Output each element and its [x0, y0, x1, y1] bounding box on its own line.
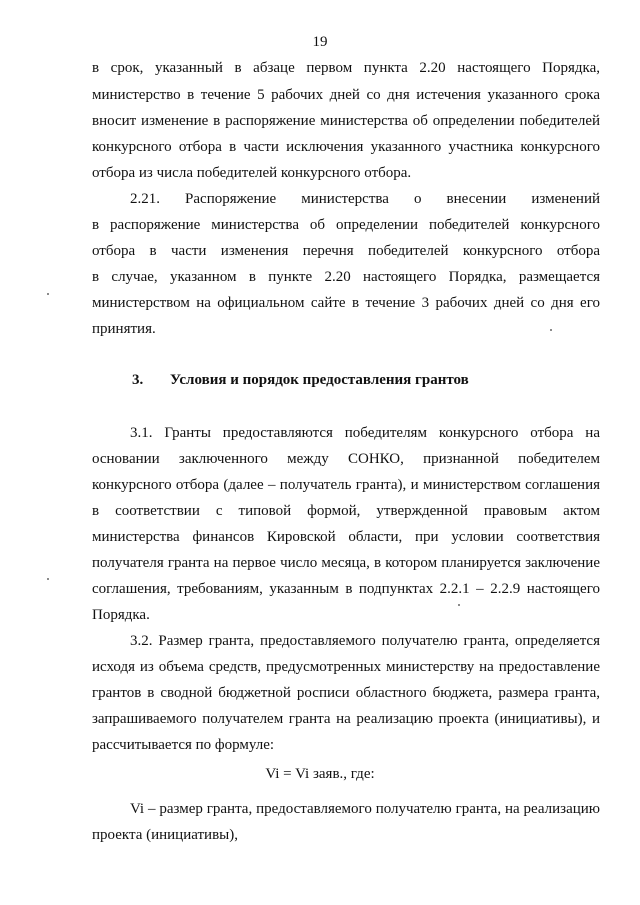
- text-line: исходя из объема средств, предусмотренных министерству на предоставление: [92, 659, 600, 675]
- text-line: проекта (инициативы),: [92, 827, 238, 843]
- text-line: конкурсного отбора (далее – получатель гранта), и министерством соглашения: [92, 477, 600, 493]
- text-line: принятия.: [92, 321, 156, 337]
- text-line: в соответствии с типовой формой, утвержденной правовым актом: [92, 503, 600, 519]
- scan-speck: [550, 329, 552, 331]
- text-line: 3.2. Размер гранта, предоставляемого получателю гранта, определяется: [130, 633, 600, 649]
- text-line: получателя гранта на первое число месяца, в котором планируется заключение: [92, 555, 600, 571]
- text-line: основании заключенного между СОНКО, признанной победителем: [92, 451, 600, 467]
- page-number: 19: [312, 34, 328, 50]
- text-line: отбора в части изменения перечня победителей конкурсного отбора: [92, 243, 600, 259]
- text-line: вносит изменение в распоряжение министерства об определении победителей: [92, 113, 600, 129]
- text-line: грантов в сводной бюджетной росписи областного бюджета, размера гранта,: [92, 685, 600, 701]
- scan-speck: [458, 604, 460, 606]
- scan-speck: [47, 578, 49, 580]
- text-line: отбора из числа победителей конкурсного отбора.: [92, 165, 412, 181]
- text-line: запрашиваемого получателем гранта на реализацию проекта (инициативы), и: [92, 711, 600, 727]
- formula: Vi = Vi заяв., где:: [265, 766, 375, 782]
- text-line: 2.21. Распоряжение министерства о внесении изменений: [130, 191, 600, 207]
- text-line: рассчитывается по формуле:: [92, 737, 275, 753]
- text-line: министерство в течение 5 рабочих дней со дня истечения указанного срока: [92, 87, 600, 103]
- text-line: Vi – размер гранта, предоставляемого получателю гранта, на реализацию: [130, 801, 600, 817]
- text-line: 3.1. Гранты предоставляются победителям конкурсного отбора на: [130, 425, 600, 441]
- text-line: в срок, указанный в абзаце первом пункта 2.20 настоящего Порядка,: [92, 60, 600, 76]
- text-line: Порядка.: [92, 607, 150, 623]
- text-line: в случае, указанном в пункте 2.20 настоящего Порядка, размещается: [92, 269, 600, 285]
- text-line: министерством на официальном сайте в течение 3 рабочих дней со дня его: [92, 295, 600, 311]
- text-line: в распоряжение министерства об определении победителей конкурсного: [92, 217, 600, 233]
- text-line: министерства финансов Кировской области, при условии соответствия: [92, 529, 600, 545]
- section-number: 3.: [132, 372, 144, 388]
- scan-speck: [47, 293, 49, 295]
- text-line: конкурсного отбора в части исключения указанного участника конкурсного: [92, 139, 600, 155]
- text-line: соглашения, требованиям, указанным в подпунктах 2.2.1 – 2.2.9 настоящего: [92, 581, 600, 597]
- section-title: Условия и порядок предоставления грантов: [170, 372, 469, 388]
